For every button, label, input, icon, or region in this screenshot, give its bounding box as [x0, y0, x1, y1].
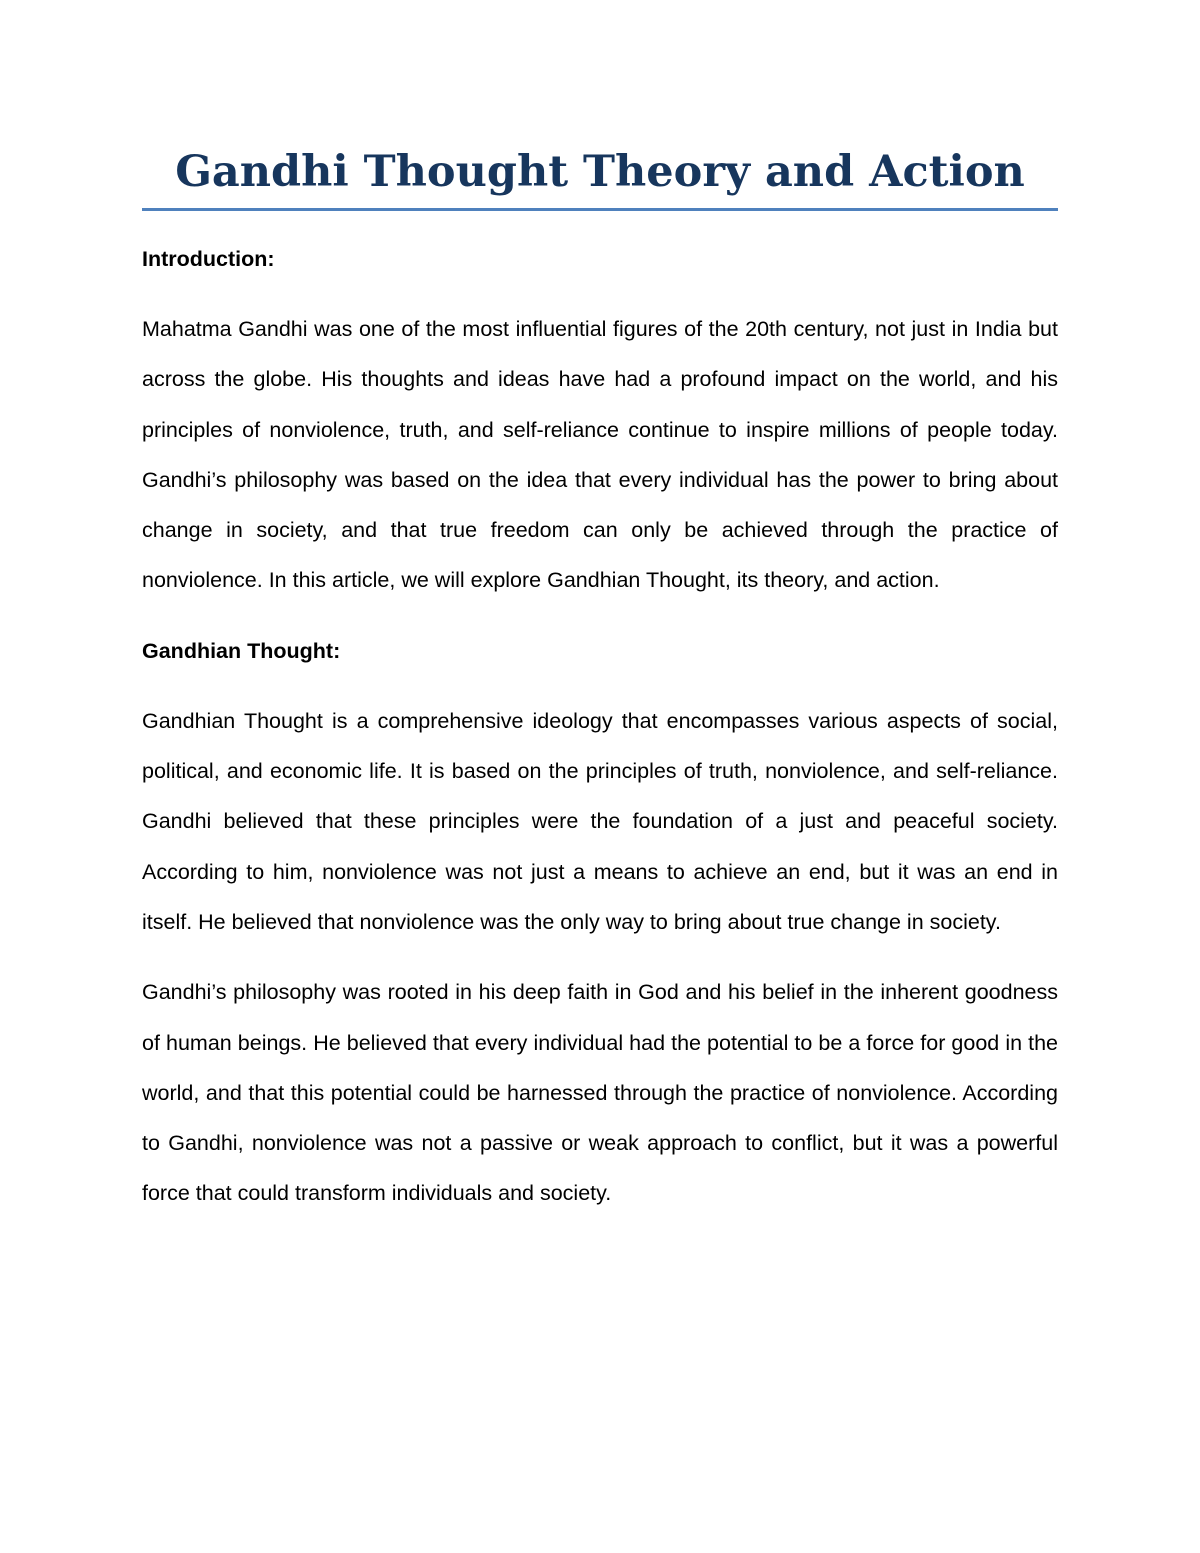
introduction-paragraph: Mahatma Gandhi was one of the most influential figures of the 20th century, not just in India but across the globe. His thoughts and ideas have had a profound impact on the world, and his principles of nonviolence, truth, and self-reliance continue to inspire millions of people today. Gandhi’s philosophy was based on the idea that every individual has the power to bring about change in society, and that true freedom can only be achieved through the practice of nonviolence. In this article, we will explore Gandhian Thought, its theory, and action. — [142, 317, 1058, 593]
section-heading-gandhian-thought: Gandhian Thought: — [142, 638, 341, 663]
gandhian-thought-paragraph-1: Gandhian Thought is a comprehensive ideology that encompasses various aspects of social, political, and economic life. It is based on the principles of truth, nonviolence, and self-reliance. Gandhi believed that these principles were the foundation of a just and peaceful society. According to him, nonviolence was not just a means to achieve an end, but it was an end in itself. He believed that nonviolence was the only way to bring about true change in society. — [142, 708, 1058, 934]
title-underline — [142, 208, 1058, 211]
spacer — [142, 947, 1058, 967]
spacer — [142, 284, 1058, 304]
spacer — [142, 676, 1058, 696]
section-heading-introduction: Introduction: — [142, 247, 275, 271]
spacer — [142, 606, 1058, 626]
gandhian-thought-paragraph-2: Gandhi’s philosophy was rooted in his deep faith in God and his belief in the inherent goodness of human beings. He believed that every individual had the potential to be a force for good in the world, and that this potential could be harnessed through the practice of nonviolence. According to Gandhi, nonviolence was not a passive or weak approach to conflict, but it was a powerful force that could transform individuals and society. — [142, 980, 1058, 1206]
document-body — [142, 234, 1058, 1219]
document-title: Gandhi Thought Theory and Action — [175, 147, 1025, 197]
